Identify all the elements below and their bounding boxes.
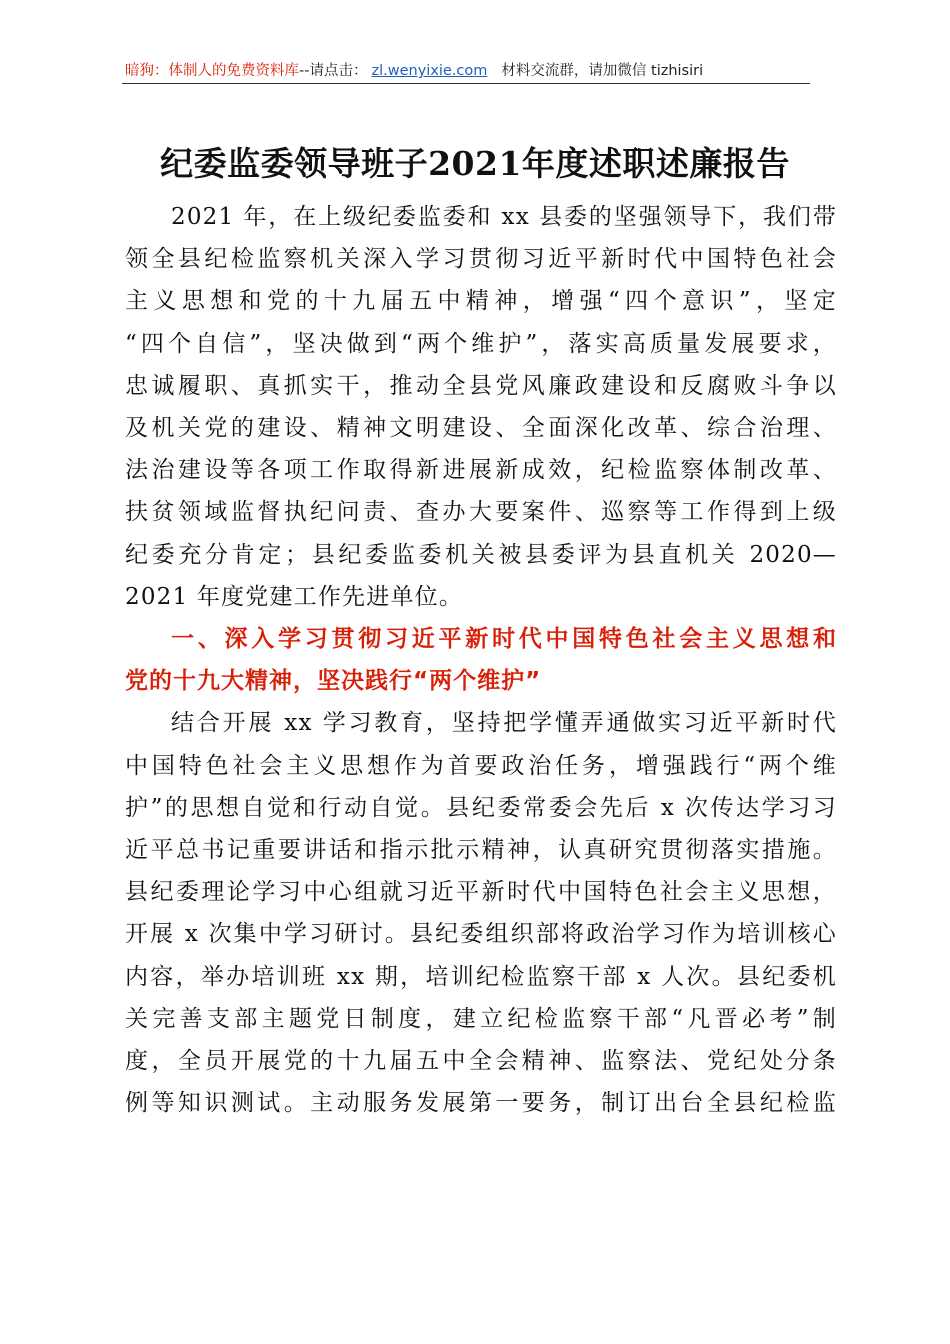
header-divider: [122, 83, 810, 84]
text-line: 领全县纪检监察机关深入学习贯彻习近平新时代中国特色社会: [125, 246, 837, 273]
text-line: 忠诚履职、真抓实干，推动全县党风廉政建设和反腐败斗争以: [125, 372, 837, 399]
text-line: 度，全员开展党的十九届五中全会精神、监察法、党纪处分条: [125, 1048, 837, 1075]
text-line: 纪委充分肯定；县纪委监委机关被县委评为县直机关 2020—: [125, 541, 837, 568]
text-line: 中国特色社会主义思想作为首要政治任务，增强践行“两个维: [125, 752, 837, 779]
heading-line: 党的十九大精神，坚决践行“两个维护”: [125, 668, 542, 695]
text-line: 例等知识测试。主动服务发展第一要务，制订出台全县纪检监: [125, 1090, 837, 1117]
text-line: 近平总书记重要讲话和指示批示精神，认真研究贯彻落实措施。: [125, 837, 837, 864]
text-line: 护”的思想自觉和行动自觉。县纪委常委会先后 x 次传达学习习: [125, 794, 837, 821]
header-link[interactable]: zl.wenyixie.com: [371, 63, 488, 79]
paragraph-intro: [125, 196, 837, 618]
text-line: 主义思想和党的十九届五中精神，增强“四个意识”，坚定: [125, 288, 837, 315]
document-title: 纪委监委领导班子2021年度述职述廉报告: [160, 144, 790, 183]
text-line: 内容，举办培训班 xx 期，培训纪检监察干部 x 人次。县纪委机: [125, 963, 837, 990]
paragraph-section-1: [125, 702, 837, 1124]
page-header: [125, 58, 809, 84]
header-wechat-note: 材料交流群，请加微信 tizhisiri: [501, 63, 704, 79]
text-line: 及机关党的建设、精神文明建设、全面深化改革、综合治理、: [125, 415, 837, 442]
text-line: 2021 年，在上级纪委监委和 xx 县委的坚强领导下，我们带: [171, 204, 837, 230]
text-line: 县纪委理论学习中心组就习近平新时代中国特色社会主义思想，: [125, 879, 837, 906]
document-body: [125, 196, 837, 1124]
text-line: 关完善支部主题党日制度，建立纪检监察干部“凡晋必考”制: [125, 1005, 837, 1032]
section-heading-1: [125, 618, 837, 702]
header-click-prompt: --请点击：: [299, 63, 368, 79]
heading-line: 一、深入学习贯彻习近平新时代中国特色社会主义思想和: [171, 626, 837, 653]
text-line: 扶贫领域监督执纪问责、查办大要案件、巡察等工作得到上级: [125, 499, 837, 526]
text-line: 2021 年度党建工作先进单位。: [125, 583, 464, 610]
text-line: 开展 x 次集中学习研讨。县纪委组织部将政治学习作为培训核心: [125, 921, 837, 948]
text-line: 结合开展 xx 学习教育，坚持把学懂弄通做实习近平新时代: [171, 710, 837, 737]
header-site-name: 暗狗：体制人的免费资料库: [125, 63, 299, 79]
text-line: “四个自信”，坚决做到“两个维护”，落实高质量发展要求，: [125, 330, 837, 357]
text-line: 法治建设等各项工作取得新进展新成效，纪检监察体制改革、: [125, 457, 837, 484]
